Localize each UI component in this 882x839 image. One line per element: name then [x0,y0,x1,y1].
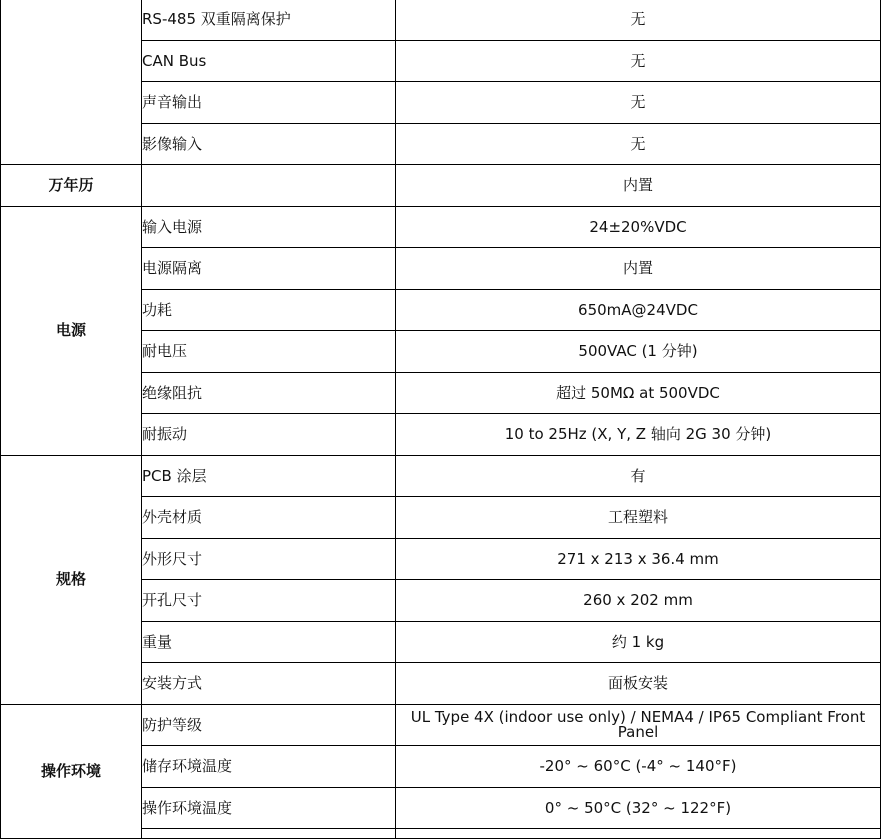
value-cell: 无 [396,0,881,40]
feature-cell: 绝缘阻抗 [142,372,396,414]
table-row [1,455,881,497]
feature-cell: 开孔尺寸 [142,580,396,622]
value-cell: 内置 [396,165,881,207]
value-cell: 面板安装 [396,663,881,705]
value-cell: 500VAC (1 分钟) [396,331,881,373]
feature-cell: 操作环境温度 [142,787,396,829]
feature-cell: 耐振动 [142,414,396,456]
feature-cell: 外壳材质 [142,497,396,539]
value-cell: UL Type 4X (indoor use only) / NEMA4 / IP65 Compliant Front Panel [396,704,881,746]
value-cell: 有 [396,455,881,497]
category-cell-continued [1,0,142,165]
feature-cell: PCB 涂层 [142,455,396,497]
value-cell: 10 to 25Hz (X, Y, Z 轴向 2G 30 分钟) [396,414,881,456]
feature-cell: RS-485 双重隔离保护 [142,0,396,40]
category-specs: 规格 [1,455,142,704]
table-row [1,165,881,207]
feature-cell: 输入电源 [142,206,396,248]
value-cell: 0° ~ 50°C (32° ~ 122°F) [396,787,881,829]
value-cell [396,829,881,839]
value-cell: 650mA@24VDC [396,289,881,331]
feature-cell [142,165,396,207]
table-row [1,0,881,40]
feature-cell: 防护等级 [142,704,396,746]
value-cell: 约 1 kg [396,621,881,663]
value-cell: 260 x 202 mm [396,580,881,622]
value-cell: 内置 [396,248,881,290]
table-row [1,206,881,248]
category-calendar: 万年历 [1,165,142,207]
value-cell: -20° ~ 60°C (-4° ~ 140°F) [396,746,881,788]
feature-cell: 安装方式 [142,663,396,705]
feature-cell: 耐电压 [142,331,396,373]
feature-cell: CAN Bus [142,40,396,82]
feature-cell: 外形尺寸 [142,538,396,580]
value-cell: 271 x 213 x 36.4 mm [396,538,881,580]
table-row [1,704,881,746]
value-cell: 无 [396,82,881,124]
feature-cell: 声音输出 [142,82,396,124]
feature-cell: 影像输入 [142,123,396,165]
value-cell: 工程塑料 [396,497,881,539]
feature-cell: 储存环境温度 [142,746,396,788]
value-cell: 无 [396,40,881,82]
value-cell: 无 [396,123,881,165]
feature-cell: 功耗 [142,289,396,331]
feature-cell [142,829,396,839]
value-cell: 24±20%VDC [396,206,881,248]
value-cell: 超过 50MΩ at 500VDC [396,372,881,414]
category-power: 电源 [1,206,142,455]
feature-cell: 重量 [142,621,396,663]
feature-cell: 电源隔离 [142,248,396,290]
category-environment: 操作环境 [1,704,142,839]
